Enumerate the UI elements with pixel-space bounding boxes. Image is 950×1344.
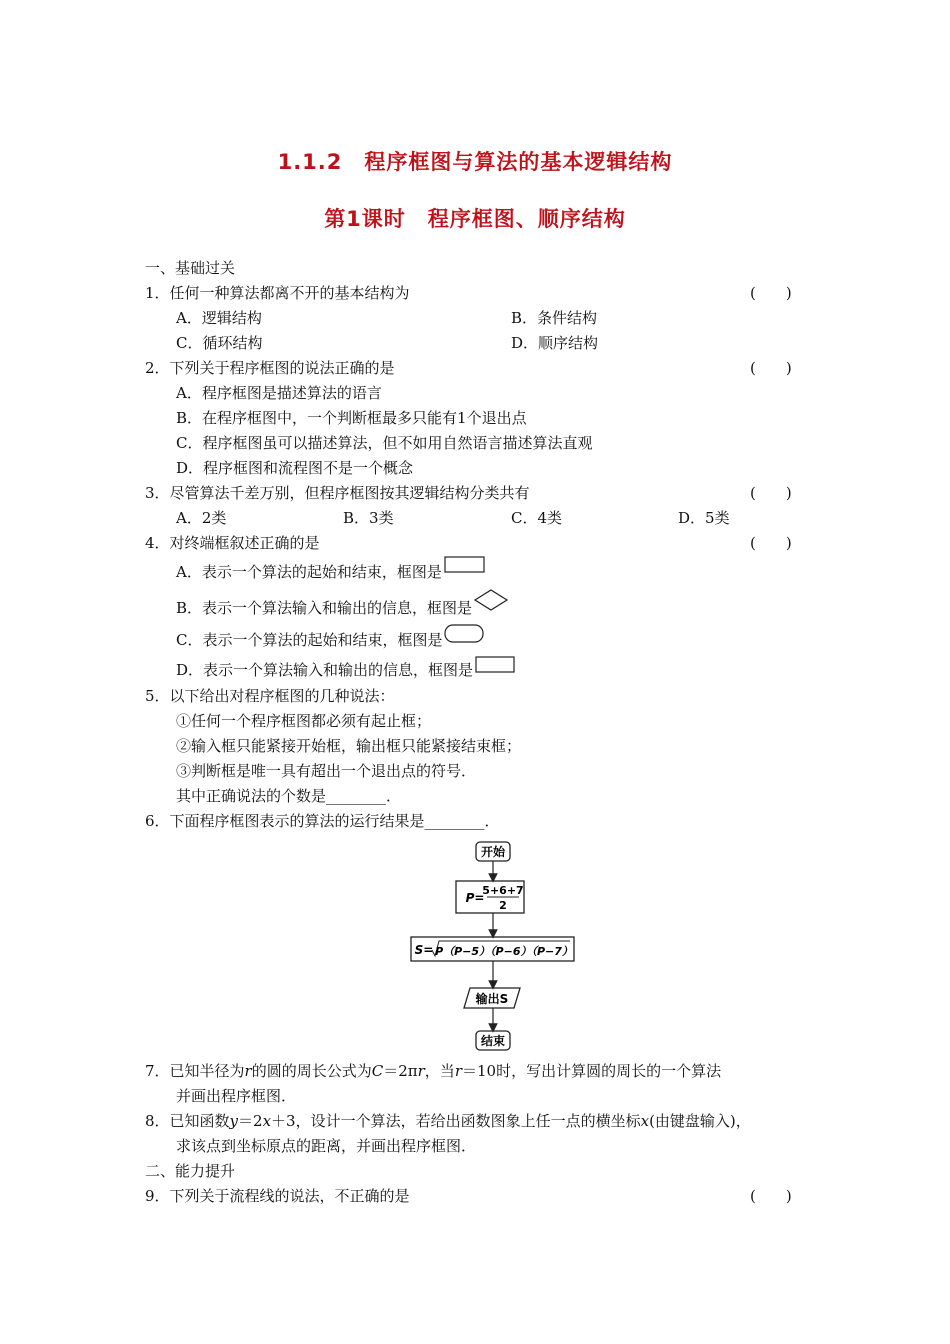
q5-statement-3: ③判断框是唯一具有超出一个退出点的符号． [176, 762, 477, 780]
q8-text: 8．已知函数 [145, 1112, 230, 1130]
q1-stem: 1．任何一种算法都离不开的基本结构为 [145, 284, 410, 302]
q3-option-b: B．3类 [343, 509, 394, 527]
q8-line-2: 求该点到坐标原点的距离，并画出程序框图． [176, 1137, 477, 1155]
q4-option-a-text: A．表示一个算法的起始和结束，框图是 [176, 563, 442, 581]
section-heading-advanced: 二、能力提升 [145, 1162, 236, 1180]
flowchart-s-lhs: S= [414, 943, 434, 957]
q2-stem: 2．下列关于程序框图的说法正确的是 [145, 359, 395, 377]
q1-option-b: B．条件结构 [511, 309, 598, 327]
q3-option-a: A．2类 [176, 509, 227, 527]
q8-var-x: x [262, 1112, 272, 1130]
q7-var-r: r [417, 1062, 425, 1080]
flowchart-output [464, 988, 520, 1008]
q7-var-c: C [371, 1062, 384, 1080]
q7-text: ，当 [424, 1062, 455, 1080]
q2-option-d: D．程序框图和流程图不是一个概念 [176, 459, 414, 477]
q4-option-c-text: C．表示一个算法的起始和结束，框图是 [176, 631, 443, 649]
section-heading-basic: 一、基础过关 [145, 259, 236, 277]
flowchart-start-terminal [476, 842, 510, 861]
q4-answer-blank: ( ) [750, 534, 792, 552]
q9-answer-blank: ( ) [750, 1187, 792, 1205]
rectangle-shape-icon [444, 556, 486, 576]
q8-text: ＝2 [238, 1112, 263, 1130]
q8-var-x: x [640, 1112, 650, 1130]
q3-option-d: D．5类 [678, 509, 730, 527]
q2-option-a: A．程序框图是描述算法的语言 [176, 384, 382, 402]
q1-option-d: D．顺序结构 [511, 334, 599, 352]
q5-statement-1: ①任何一个程序框图都必须有起止框； [176, 712, 432, 730]
page-title: 1.1.2 程序框图与算法的基本逻辑结构 [277, 150, 673, 174]
flowchart-p-lhs: P= [465, 891, 485, 905]
q4-option-b [176, 598, 510, 618]
flowchart-p-denominator: 2 [499, 899, 507, 912]
flowchart-end-terminal [476, 1031, 510, 1050]
flowchart-p-numerator: 5+6+7 [482, 884, 524, 897]
q4-stem: 4．对终端框叙述正确的是 [145, 534, 320, 552]
q7-text: ＝10时，写出计算圆的周长的一个算法 [461, 1062, 722, 1080]
q7-text: 7．已知半径为 [145, 1062, 245, 1080]
q7-text: ＝2π [383, 1062, 418, 1080]
flowchart-process-s [411, 937, 574, 961]
flowchart-process-p [456, 881, 524, 913]
q4-option-d [176, 660, 517, 680]
page-subtitle: 第1课时 程序框图、顺序结构 [324, 207, 626, 231]
q2-answer-blank: ( ) [750, 359, 792, 377]
q4-option-d-text: D．表示一个算法输入和输出的信息，框图是 [176, 661, 474, 679]
q4-option-c [176, 630, 486, 650]
q5-question: 其中正确说法的个数是________． [176, 787, 402, 805]
rectangle-shape-icon [475, 656, 517, 676]
q1-answer-blank: ( ) [750, 284, 792, 302]
q7-line-2: 并画出程序框图． [176, 1087, 297, 1105]
flowchart-end-label: 结束 [480, 1034, 506, 1048]
flowchart-output-label: 输出S [475, 992, 509, 1006]
q1-option-a: A．逻辑结构 [176, 309, 262, 327]
flowchart-s-radicand: P（P−5）（P−6）（P−7） [435, 945, 573, 958]
q2-option-b: B．在程序框图中，一个判断框最多只能有1个退出点 [176, 409, 527, 427]
q5-stem: 5．以下给出对程序框图的几种说法： [145, 687, 395, 705]
flowchart-start-label: 开始 [480, 845, 506, 859]
q7-var-r: r [244, 1062, 252, 1080]
q7-var-r: r [454, 1062, 462, 1080]
q8-text: ＋3，设计一个算法，若给出函数图象上任一点的横坐标 [271, 1112, 641, 1130]
q3-option-c: C．4类 [511, 509, 563, 527]
q7-line-1 [145, 1061, 721, 1081]
q8-line-1 [145, 1111, 751, 1131]
diamond-shape-icon [474, 589, 510, 611]
q1-option-c: C．循环结构 [176, 334, 263, 352]
q5-statement-2: ②输入框只能紧接开始框，输出框只能紧接结束框； [176, 737, 522, 755]
q4-option-b-text: B．表示一个算法输入和输出的信息，框图是 [176, 599, 473, 617]
q2-option-c: C．程序框图虽可以描述算法，但不如用自然语言描述算法直观 [176, 434, 593, 452]
q9-stem: 9．下列关于流程线的说法，不正确的是 [145, 1187, 410, 1205]
q3-stem: 3．尽管算法千差万别，但程序框图按其逻辑结构分类共有 [145, 484, 530, 502]
q3-answer-blank: ( ) [750, 484, 792, 502]
q8-text: (由键盘输入)， [649, 1112, 751, 1130]
q4-option-a [176, 562, 486, 582]
rounded-rectangle-shape-icon [444, 624, 486, 646]
flowchart [0, 838, 950, 1058]
q7-text: 的圆的周长公式为 [251, 1062, 372, 1080]
q8-var-y: y [229, 1112, 239, 1130]
q6-stem: 6．下面程序框图表示的算法的运行结果是________． [145, 812, 500, 830]
